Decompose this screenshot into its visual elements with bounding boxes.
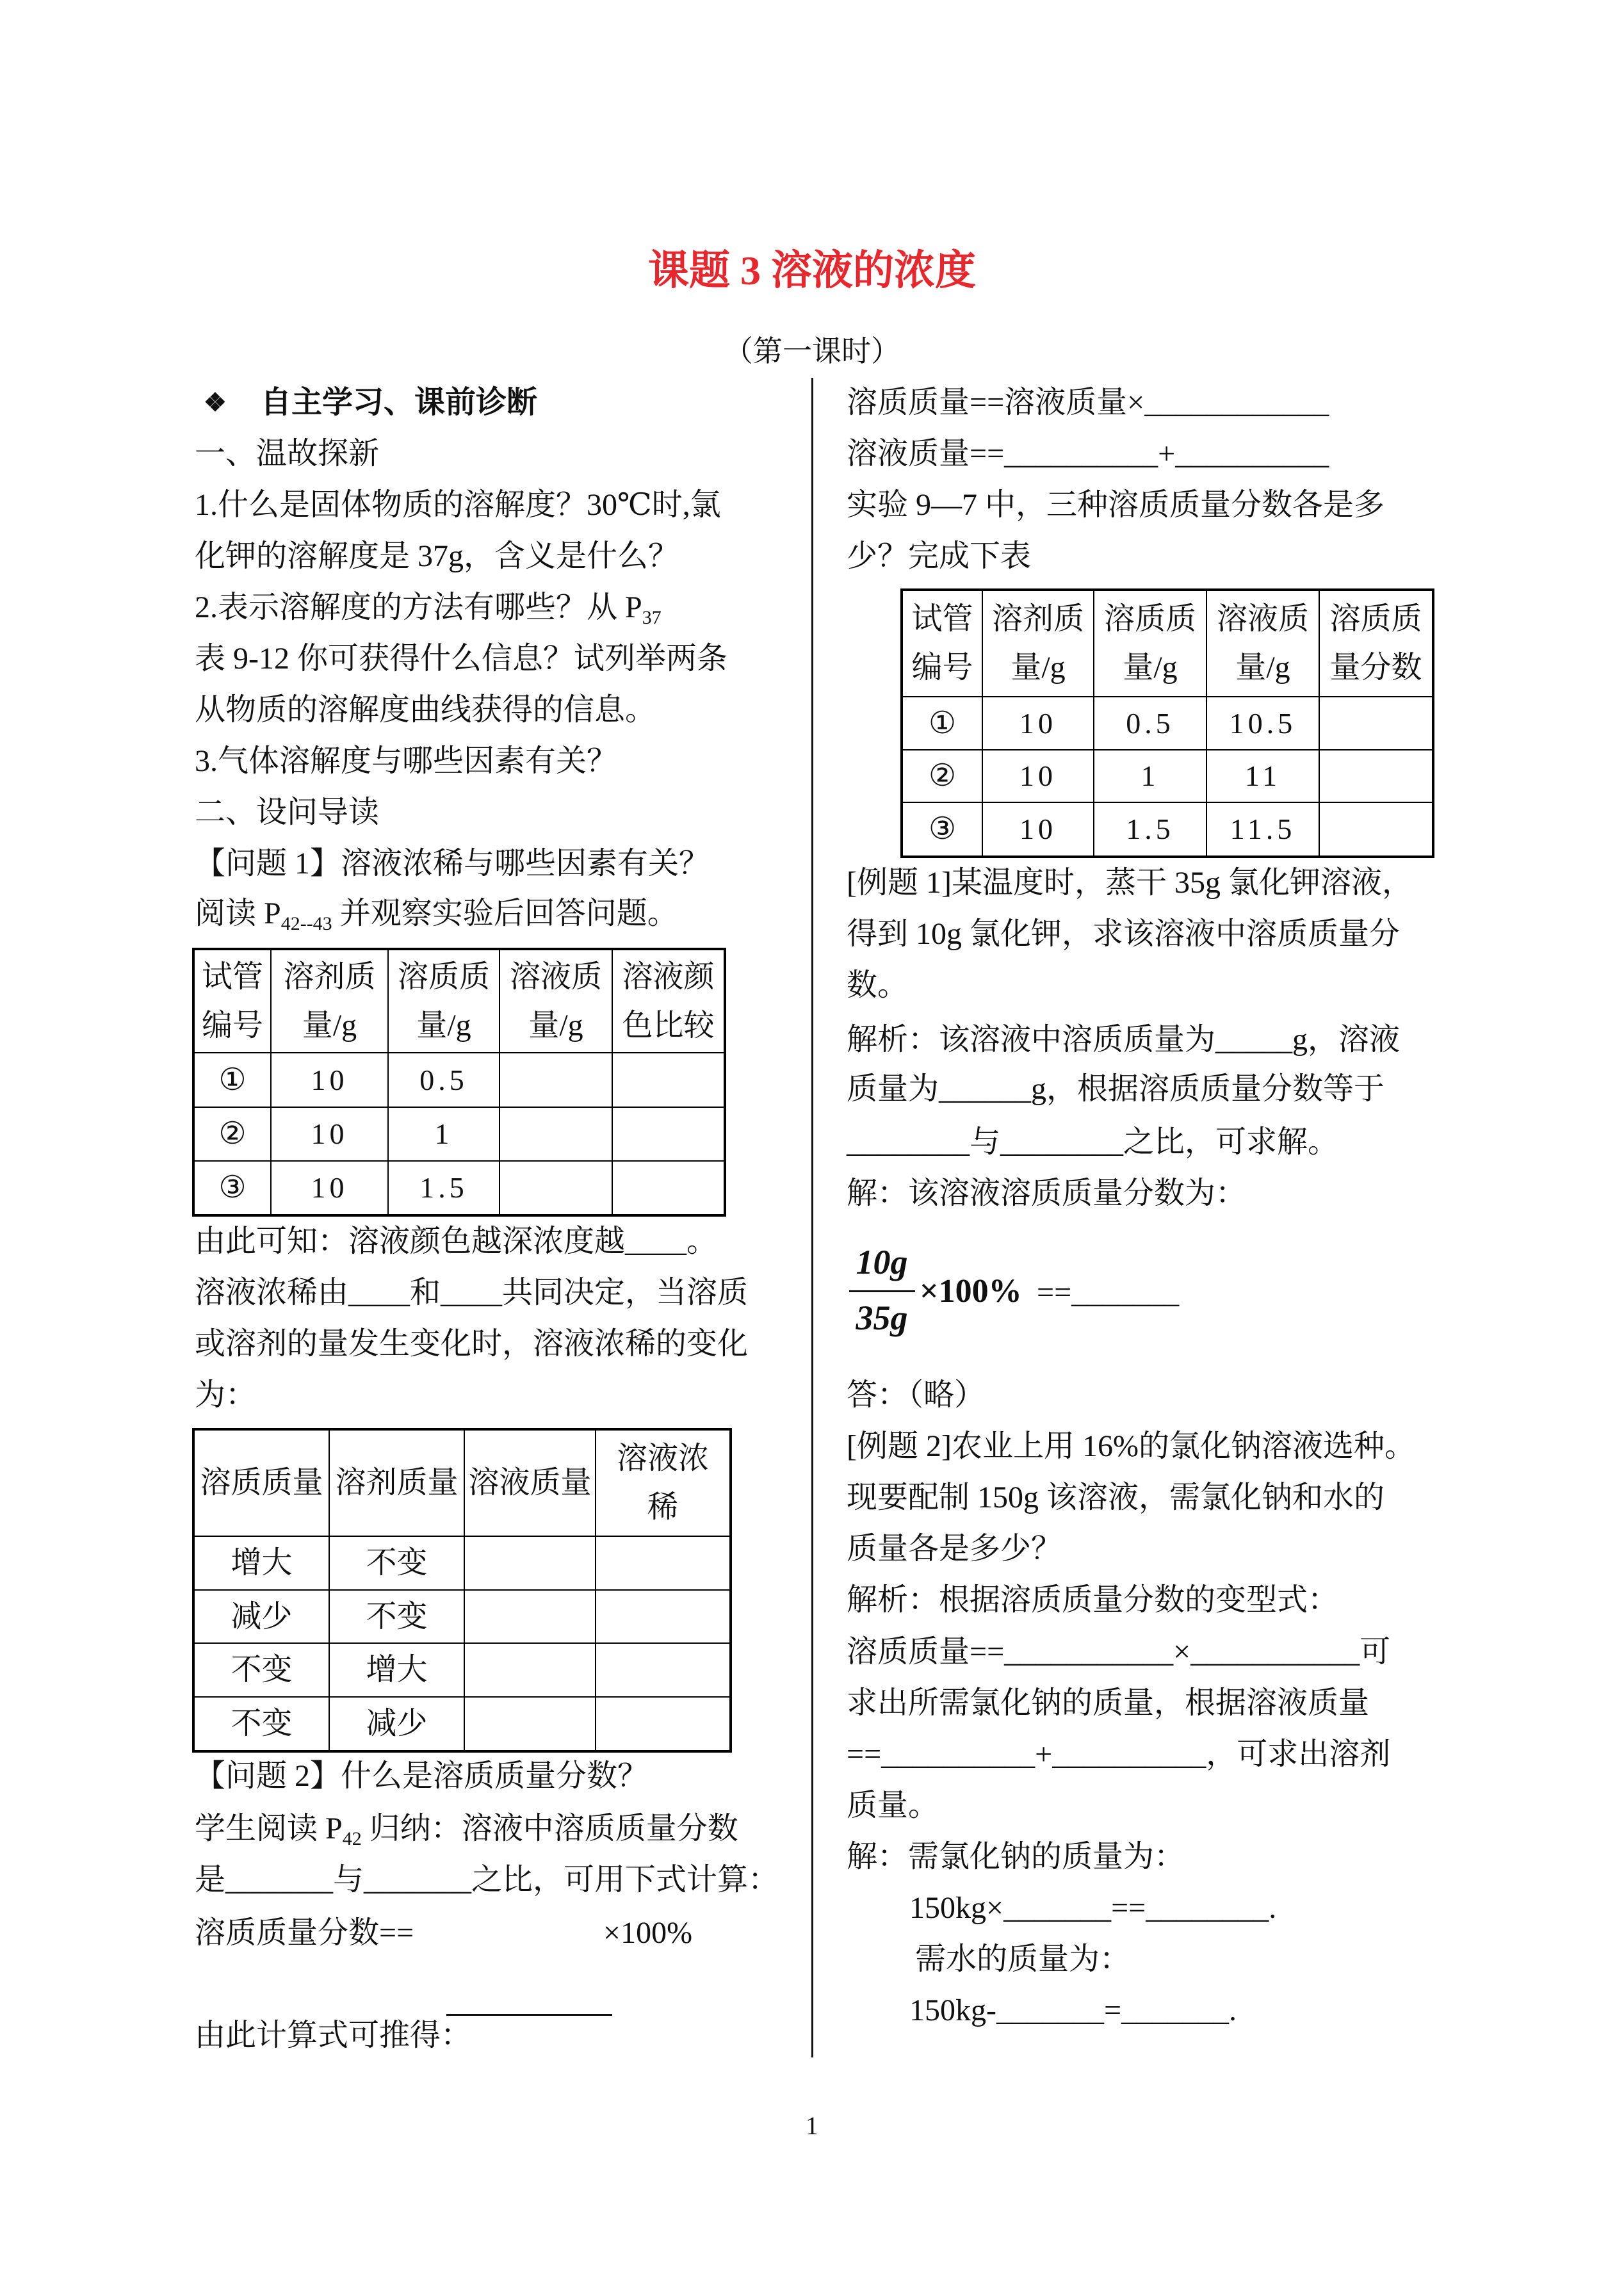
fraction-denominator: 35g [856,1299,908,1337]
reading-post: 归纳：溶液中溶质质量分数 [361,1812,738,1845]
concentration-change-table [192,1428,732,1753]
table-cell: 1 [1094,750,1206,802]
reading-instruction [195,895,678,933]
table-header-cell: 溶液质 量/g [1206,590,1319,697]
example-1-analysis-3: ________与________之比，可求解。 [847,1125,1339,1159]
table-cell: 不变 [329,1536,464,1590]
derive-line: 由此计算式可推得： [195,2018,472,2052]
example-2-calc-2: 150kg-_______=_______. [909,1993,1237,2027]
table-header-cell: 溶液颜 色比较 [612,949,725,1053]
table-cell: 1.5 [388,1161,499,1215]
table-cell: ① [193,1053,271,1107]
example-2-analysis-3: 求出所需氯化钠的质量，根据溶液质量 [847,1686,1370,1720]
formula-rhs: ×100% [603,1916,693,1950]
table-cell [596,1643,731,1697]
table-header-cell: 溶质质 量分数 [1319,590,1433,697]
reading-instruction-2 [195,1810,738,1848]
question-1-line-2: 化钾的溶解度是 37g，含义是什么？ [195,539,679,573]
table-cell [499,1053,612,1107]
table-cell: ② [902,750,982,802]
page-number: 1 [806,2111,818,2140]
table-header-cell: 溶液浓 稀 [596,1429,731,1536]
experiment-table-1 [192,948,726,1217]
table-cell: 增大 [329,1643,464,1697]
table-row [193,1697,731,1751]
experiment-table-2 [900,588,1434,858]
example-1-answer: 答：（略） [847,1378,986,1412]
conclusion-line-2: 溶液浓稀由____和____共同决定，当溶质 [195,1276,749,1310]
page-title: 课题 3 溶液的浓度 [648,248,976,293]
table-cell [464,1536,596,1590]
table-header-cell: 溶剂质 量/g [271,949,388,1053]
table-cell: 增大 [193,1536,329,1590]
example-1-line-3: 数。 [847,968,909,1002]
example-2-analysis-4: ==__________+__________，可求出溶剂 [847,1737,1391,1771]
example-1-line-2: 得到 10g 氯化钾，求该溶液中溶质质量分 [847,917,1401,951]
table-row [193,1053,725,1107]
example-2-analysis-2: 溶质质量==___________×___________可 [847,1635,1391,1669]
table-cell: ③ [902,802,982,857]
question-2-line-3: 从物质的溶解度曲线获得的信息。 [195,693,656,727]
problem-1: 【问题 1】溶液浓稀与哪些因素有关？ [195,847,710,880]
formula-solute-mass: 溶质质量==溶液质量×____________ [847,385,1329,419]
part-1-title: 一、温故探新 [195,437,380,471]
table-cell: 10 [982,802,1094,857]
formula-solution-mass: 溶液质量==__________+__________ [847,437,1329,471]
table-cell [596,1590,731,1643]
table-row [193,1107,725,1161]
table-header-row [902,590,1433,697]
table-header-cell: 溶质质 量/g [1094,590,1206,697]
formula-lhs: 溶质质量分数== [195,1916,414,1950]
reading-pre: 学生阅读 P [195,1812,343,1845]
conclusion-line-1: 由此可知：溶液颜色越深浓度越____。 [195,1224,718,1258]
table-cell: 11.5 [1206,802,1319,857]
table-row [193,1590,731,1643]
table-header-cell: 试管 编号 [193,949,271,1053]
table-row [193,1643,731,1697]
table-cell: 10 [271,1161,388,1215]
table-row [902,750,1433,802]
table-cell [464,1590,596,1643]
diamond-bullet-icon: ❖ [204,388,227,417]
table-cell [596,1697,731,1751]
question-1-line-1: 1.什么是固体物质的溶解度？30℃时,氯 [195,488,721,522]
table-cell [612,1053,725,1107]
table-header-row [193,1429,731,1536]
example-2-line-1: [例题 2]农业上用 16%的氯化钠溶液选种。 [847,1429,1415,1463]
section-heading: 自主学习、课前诊断 [261,385,538,419]
ratio-line: 是_______与_______之比，可用下式计算： [195,1863,779,1897]
reading-post: 并观察实验后回答问题。 [332,896,678,930]
table-header-cell: 溶剂质 量/g [982,590,1094,697]
lesson-subtitle: （第一课时） [724,335,900,368]
table-cell [499,1161,612,1215]
table-cell [464,1643,596,1697]
fraction-blank-line [446,2014,612,2016]
table-header-cell: 溶液质量 [464,1429,596,1536]
table-cell [596,1536,731,1590]
question-2-line-2: 表 9-12 你可获得什么信息？试列举两条 [195,642,727,676]
table-cell: 10 [982,750,1094,802]
experiment-question-line-1: 实验 9—7 中，三种溶质质量分数各是多 [847,488,1385,522]
table-cell: 10.5 [1206,697,1319,750]
conclusion-line-3: 或溶剂的量发生变化时，溶液浓稀的变化 [195,1327,749,1361]
page-ref-subscript: 42--43 [280,913,332,934]
example-2-water-label: 需水的质量为： [915,1942,1131,1976]
table-cell: ① [902,697,982,750]
question-3: 3.气体溶解度与哪些因素有关？ [195,744,618,778]
table-row [902,802,1433,857]
example-1-solution: 解：该溶液溶质质量分数为： [847,1176,1247,1210]
reading-pre: 阅读 P [195,896,281,930]
fraction-numerator: 10g [856,1243,908,1281]
table-cell: 减少 [329,1697,464,1751]
column-divider [811,378,813,2057]
example-2-analysis-5: 质量。 [847,1788,939,1822]
table-row [193,1161,725,1215]
table-cell: 11 [1206,750,1319,802]
table-cell [1319,802,1433,857]
question-2-line-1 [195,588,662,627]
fraction-result-blank: ==_______ [1037,1276,1180,1310]
table-row [193,1536,731,1590]
table-cell: 减少 [193,1590,329,1643]
table-cell: 1.5 [1094,802,1206,857]
table-cell: ② [193,1107,271,1161]
table-cell: 10 [271,1053,388,1107]
table-cell: 不变 [329,1590,464,1643]
fraction-bar [849,1290,915,1292]
table-cell [612,1107,725,1161]
page-ref-subscript: 42 [342,1828,362,1849]
example-2-line-3: 质量各是多少？ [847,1532,1062,1566]
example-1-analysis-1: 解析：该溶液中溶质质量为_____g，溶液 [847,1023,1401,1057]
table-header-cell: 溶液质 量/g [499,949,612,1053]
table-cell [1319,697,1433,750]
table-cell [612,1161,725,1215]
table-cell: 不变 [193,1697,329,1751]
example-2-analysis-1: 解析：根据溶质质量分数的变型式： [847,1583,1339,1617]
example-1-analysis-2: 质量为______g，根据溶质质量分数等于 [847,1072,1385,1106]
table-cell: 不变 [193,1643,329,1697]
fraction-multiplier: ×100% [920,1273,1022,1310]
table-cell: 10 [982,697,1094,750]
table-cell [499,1107,612,1161]
table-row [902,697,1433,750]
table-header-cell: 试管 编号 [902,590,982,697]
page-ref-subscript: 37 [642,607,662,628]
table-cell: 1 [388,1107,499,1161]
experiment-question-line-2: 少？完成下表 [847,539,1032,573]
example-2-solution: 解：需氯化钠的质量为： [847,1840,1185,1874]
table-cell: ③ [193,1161,271,1215]
part-2-title: 二、设问导读 [195,795,380,829]
table-cell: 10 [271,1107,388,1161]
example-2-line-2: 现要配制 150g 该溶液，需氯化钠和水的 [847,1480,1385,1514]
table-cell: 0.5 [388,1053,499,1107]
question-2-text: 2.表示溶解度的方法有哪些？从 P [195,590,642,624]
table-header-cell: 溶剂质量 [329,1429,464,1536]
table-cell [464,1697,596,1751]
example-2-calc-1: 150kg×_______==________. [909,1891,1277,1925]
table-header-cell: 溶质质 量/g [388,949,499,1053]
table-cell [1319,750,1433,802]
conclusion-line-4: 为： [195,1378,257,1412]
table-cell: 0.5 [1094,697,1206,750]
table-header-cell: 溶质质量 [193,1429,329,1536]
problem-2: 【问题 2】什么是溶质质量分数？ [195,1759,649,1793]
table-header-row [193,949,725,1053]
example-1-line-1: [例题 1]某温度时，蒸干 35g 氯化钾溶液， [847,866,1413,900]
